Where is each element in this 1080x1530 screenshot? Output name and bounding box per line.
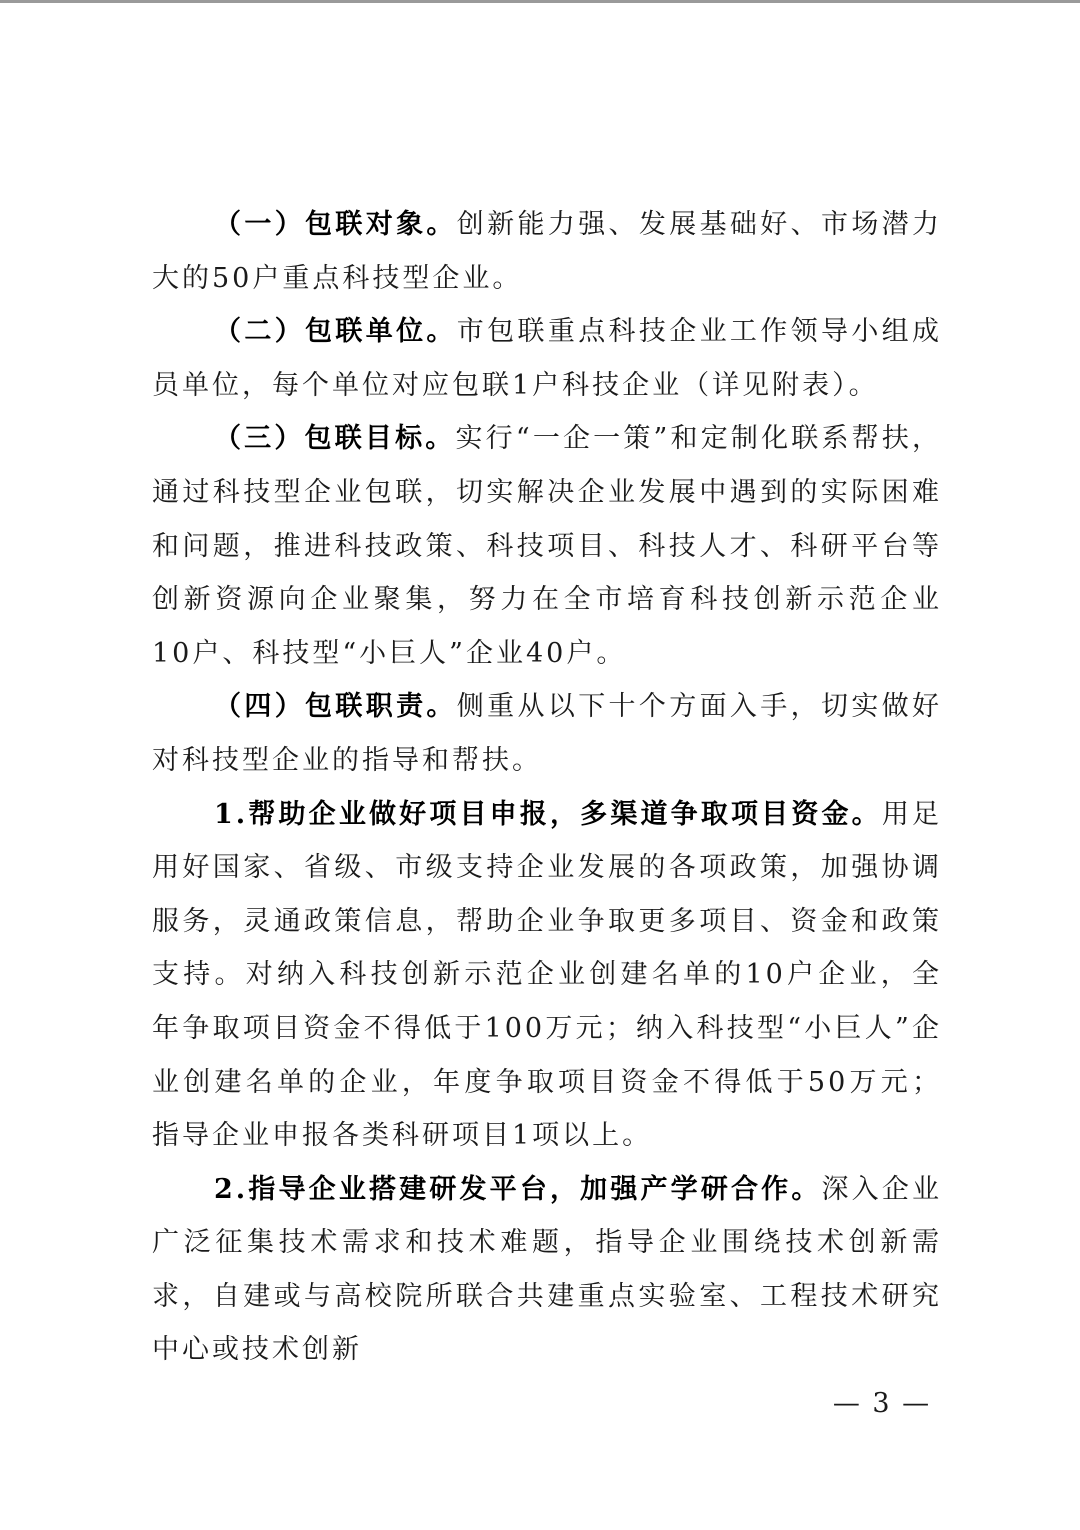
section-heading-target: （一）包联对象。 — [214, 209, 457, 240]
item-heading-1: 1.帮助企业做好项目申报，多渠道争取项目资金。 — [214, 798, 882, 830]
paragraph-text: 深入企业广泛征集技术需求和技术难题，指导企业围绕技术创新需求，自建或与高校院所联合共建重点实验室、工程技术研究中心或技术创新 — [152, 1173, 943, 1366]
paragraph-text: 用足用好国家、省级、市级支持企业发展的各项政策，加强协调服务，灵通政策信息，帮助企业争取更多项目、资金和政策支持。对纳入科技创新示范企业创建名单的10户企业，全年争取项目资金不得低于100万元；纳入科技型“小巨人”企业创建名单的企业，年度争取项目资金不得低于50万元；指导企业申报各类科研项目1项以上。 — [152, 798, 943, 1152]
paragraph-goals — [152, 412, 942, 680]
page-number: — 3 — — [832, 1388, 932, 1419]
paragraph-item-1 — [152, 788, 942, 1163]
paragraph-text: 创新能力强、发展基础好、市场潜力大的50户重点科技型企业。 — [152, 209, 943, 294]
paragraph-item-2 — [152, 1163, 942, 1377]
page-top-border — [0, 0, 1080, 3]
paragraph-units — [152, 305, 942, 412]
paragraph-text: 侧重从以下十个方面入手，切实做好对科技型企业的指导和帮扶。 — [152, 691, 943, 776]
paragraph-duties — [152, 680, 942, 787]
paragraph-text: 实行“一企一策”和定制化联系帮扶，通过科技型企业包联，切实解决企业发展中遇到的实际困难和问题，推进科技政策、科技项目、科技人才、科研平台等创新资源向企业聚集，努力在全市培育科技创新示范企业10户、科技型“小巨人”企业40户。 — [152, 423, 943, 669]
section-heading-goals: （三）包联目标。 — [214, 423, 456, 455]
item-heading-2: 2.指导企业搭建研发平台，加强产学研合作。 — [214, 1173, 822, 1205]
paragraph-target — [152, 198, 942, 305]
section-heading-units: （二）包联单位。 — [214, 316, 457, 348]
document-body — [152, 198, 942, 1377]
paragraph-text: 市包联重点科技企业工作领导小组成员单位，每个单位对应包联1户科技企业（详见附表）。 — [152, 316, 943, 401]
section-heading-duties: （四）包联职责。 — [214, 691, 457, 723]
